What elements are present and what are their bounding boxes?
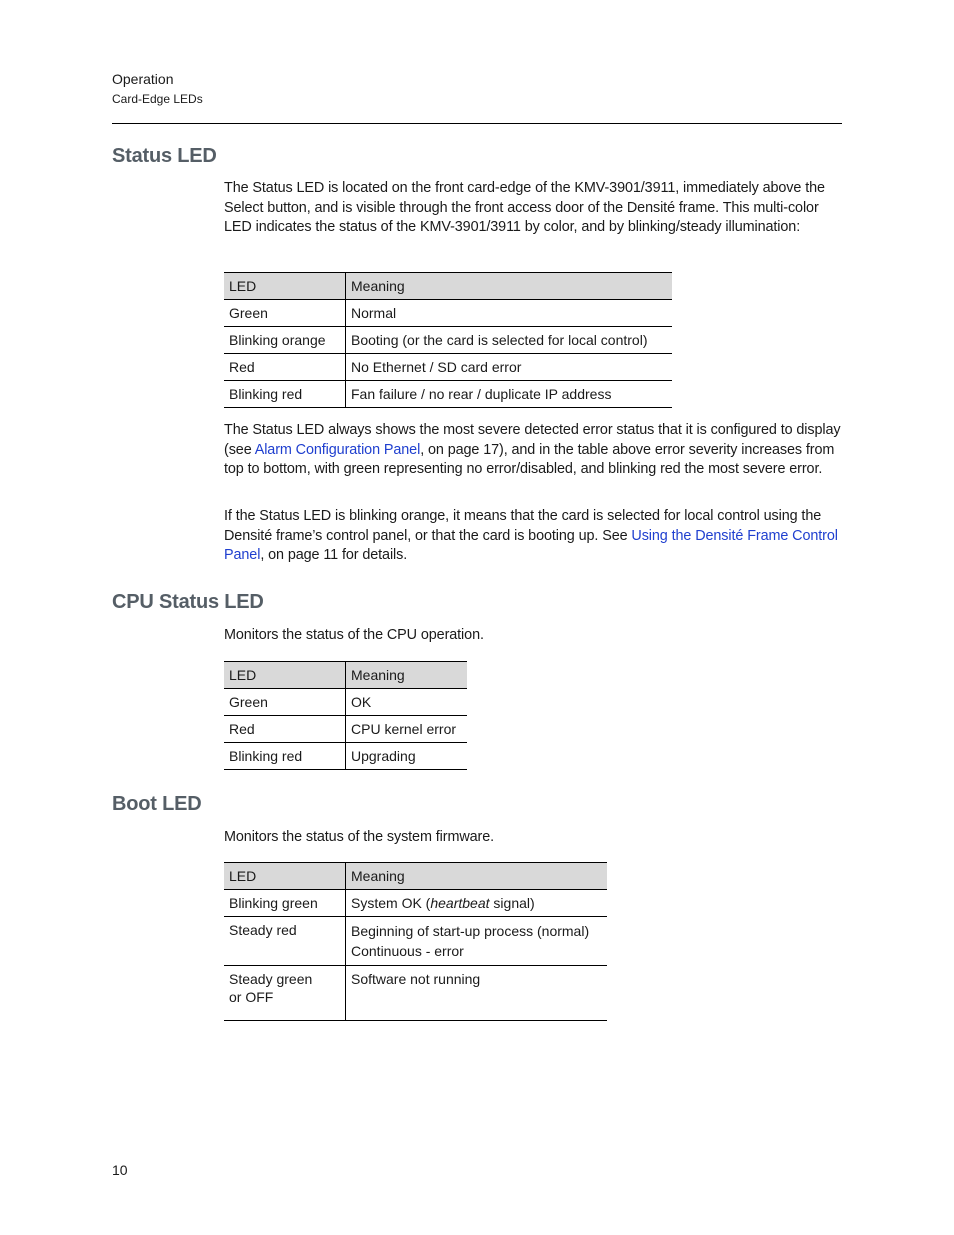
table-header-cell: LED — [224, 273, 346, 300]
text-span: , on page 11 for details. — [260, 547, 408, 564]
table-row — [224, 917, 607, 966]
table-cell: Normal — [346, 300, 673, 327]
table-cell — [346, 890, 608, 917]
table-cell: Red — [224, 354, 346, 381]
frame-control-panel-link[interactable]: Using the Densité Frame Control Panel — [224, 527, 838, 564]
table-cell: CPU kernel error — [346, 716, 468, 743]
status-led-orange-paragraph — [224, 507, 842, 566]
page-number: 10 — [112, 1162, 128, 1178]
cell-line: Continuous - error — [351, 943, 464, 959]
table-cell — [224, 966, 346, 1021]
cell-line: Beginning of start-up process (normal) — [351, 923, 590, 939]
table-cell: Blinking green — [224, 890, 346, 917]
boot-led-intro: Monitors the status of the system firmware. — [224, 829, 495, 845]
table-cell: Green — [224, 689, 346, 716]
text-span: The Status LED always shows the most severe detected error status that it is configured to display (see — [224, 422, 841, 458]
table-cell: Upgrading — [346, 743, 468, 770]
table-row — [224, 354, 672, 381]
table-header-row — [224, 863, 607, 890]
table-row — [224, 716, 467, 743]
table-row — [224, 890, 607, 917]
table-row — [224, 327, 672, 354]
text-span: signal) — [489, 895, 535, 911]
cpu-status-led-intro: Monitors the status of the CPU operation. — [224, 627, 484, 643]
table-header-cell: LED — [224, 863, 346, 890]
table-header-cell: Meaning — [346, 863, 608, 890]
table-header-row — [224, 662, 467, 689]
status-led-intro: The Status LED is located on the front card-edge of the KMV-3901/3911, immediately above the Select button, and is visible through the front access door of the Densité frame. This multi-color LED indicates the status of the KMV-3901/3911 by color, and by blinking/steady illumination: — [224, 180, 825, 236]
cpu-status-led-table — [224, 661, 467, 770]
status-led-table — [224, 272, 672, 408]
table-cell: Software not running — [346, 966, 608, 1021]
boot-led-heading: Boot LED — [112, 793, 202, 815]
table-cell: Blinking red — [224, 381, 346, 408]
table-cell: Fan failure / no rear / duplicate IP address — [346, 381, 673, 408]
table-cell: OK — [346, 689, 468, 716]
table-cell: Steady red — [224, 917, 346, 966]
table-header-cell: Meaning — [346, 273, 673, 300]
table-row — [224, 300, 672, 327]
table-row — [224, 689, 467, 716]
emphasis-text: heartbeat — [430, 895, 490, 911]
table-row — [224, 381, 672, 408]
table-row — [224, 743, 467, 770]
status-led-severity-paragraph — [224, 421, 842, 480]
alarm-configuration-panel-link[interactable]: Alarm Configuration Panel — [254, 441, 421, 458]
table-row — [224, 966, 607, 1021]
text-span: If the Status LED is blinking orange, it means that the card is selected for local control using the Densité frame’s control panel, or that the card is booting up. See — [224, 508, 822, 544]
table-header-cell: LED — [224, 662, 346, 689]
text-span: System OK ( — [351, 895, 431, 911]
table-header-cell: Meaning — [346, 662, 468, 689]
cell-line: Steady green — [229, 971, 313, 987]
text-span: , on page 17), and in the table above error severity increases from top to bottom, with green representing no error/disabled, and blinking red the most severe error. — [224, 441, 835, 478]
cpu-status-led-heading: CPU Status LED — [112, 591, 264, 613]
table-cell: Booting (or the card is selected for local control) — [346, 327, 673, 354]
table-cell: Green — [224, 300, 346, 327]
table-header-row — [224, 273, 672, 300]
header-rule — [112, 123, 842, 124]
table-cell: Blinking red — [224, 743, 346, 770]
table-cell: Red — [224, 716, 346, 743]
header-section: Card-Edge LEDs — [112, 92, 203, 106]
status-led-heading: Status LED — [112, 145, 217, 167]
boot-led-table — [224, 862, 607, 1021]
cell-line: or OFF — [229, 989, 274, 1005]
table-cell: Blinking orange — [224, 327, 346, 354]
table-cell: No Ethernet / SD card error — [346, 354, 673, 381]
header-chapter: Operation — [112, 71, 174, 87]
table-cell — [346, 917, 608, 966]
